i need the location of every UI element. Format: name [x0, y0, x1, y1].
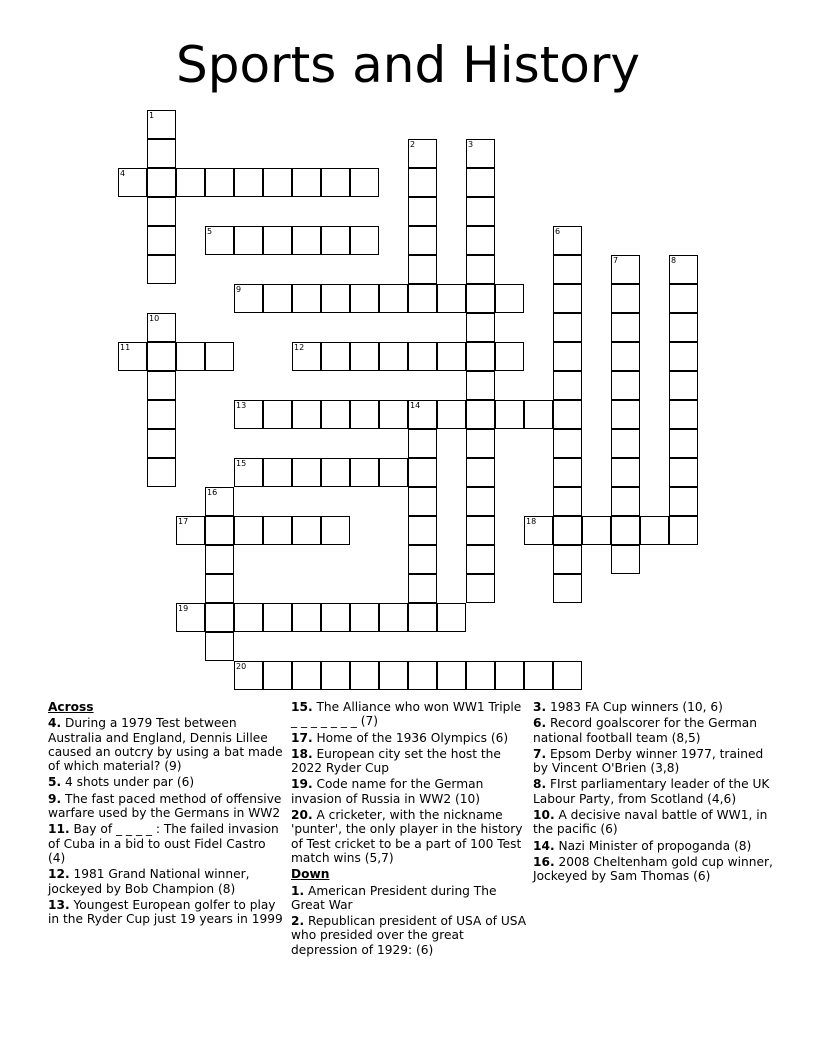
cell-number: 5: [207, 227, 213, 236]
clue-number: 5.: [48, 775, 62, 790]
cell-number: 7: [613, 256, 619, 265]
cell-number: 3: [468, 140, 474, 149]
grid-cell[interactable]: [408, 458, 437, 487]
clue-item: [291, 884, 527, 913]
cell-number: 20: [236, 662, 247, 671]
clue-text: Epsom Derby winner 1977, trained by Vincent O'Brien (3,8): [533, 746, 764, 776]
grid-cell[interactable]: [263, 284, 292, 313]
grid-cell[interactable]: [408, 139, 437, 168]
grid-cell[interactable]: [292, 400, 321, 429]
clue-number: 9.: [48, 791, 62, 806]
grid-cell[interactable]: [553, 574, 582, 603]
clue-item: [48, 822, 286, 865]
grid-cell[interactable]: [466, 139, 495, 168]
grid-cell[interactable]: [408, 342, 437, 371]
grid-cell[interactable]: [292, 342, 321, 371]
grid-cell[interactable]: [408, 226, 437, 255]
grid-cell[interactable]: [553, 342, 582, 371]
grid-cell[interactable]: [553, 371, 582, 400]
clue-text: 1983 FA Cup winners (10, 6): [546, 700, 723, 714]
grid-cell[interactable]: [234, 458, 263, 487]
grid-cell[interactable]: [669, 313, 698, 342]
grid-cell[interactable]: [495, 661, 524, 690]
clue-item: [48, 898, 286, 927]
grid-cell[interactable]: [350, 661, 379, 690]
grid-cell[interactable]: [669, 255, 698, 284]
clue-number: 1.: [291, 883, 305, 898]
grid-cell[interactable]: [466, 197, 495, 226]
grid-cell[interactable]: [611, 342, 640, 371]
clue-item: [533, 855, 773, 884]
grid-cell[interactable]: [495, 284, 524, 313]
grid-cell[interactable]: [408, 516, 437, 545]
clue-column-3: [533, 700, 773, 886]
grid-cell[interactable]: [466, 400, 495, 429]
grid-cell[interactable]: [350, 458, 379, 487]
grid-cell[interactable]: [466, 342, 495, 371]
grid-cell[interactable]: [292, 168, 321, 197]
cell-number: 11: [120, 343, 131, 352]
clue-text: A decisive naval battle of WW1, in the pacific (6): [533, 808, 768, 837]
cell-number: 15: [236, 459, 247, 468]
clue-item: [291, 808, 527, 865]
grid-cell[interactable]: [147, 197, 176, 226]
grid-cell[interactable]: [176, 342, 205, 371]
clue-number: 12.: [48, 867, 70, 882]
grid-cell[interactable]: [466, 371, 495, 400]
grid-cell[interactable]: [408, 197, 437, 226]
cell-number: 17: [178, 517, 189, 526]
grid-cell[interactable]: [669, 342, 698, 371]
clue-text: A cricketer, with the nickname 'punter', the only player in the history of Test cricket to be a part of 100 Test match wins (5,7): [291, 808, 523, 865]
grid-cell[interactable]: [292, 458, 321, 487]
clue-number: 17.: [291, 730, 313, 745]
grid-cell[interactable]: [466, 284, 495, 313]
grid-cell[interactable]: [553, 226, 582, 255]
grid-cell[interactable]: [553, 545, 582, 574]
clue-number: 7.: [533, 746, 547, 761]
grid-cell[interactable]: [437, 603, 466, 632]
grid-cell[interactable]: [669, 284, 698, 313]
clue-item: [48, 867, 286, 896]
grid-cell[interactable]: [234, 168, 263, 197]
grid-cell[interactable]: [553, 284, 582, 313]
cell-number: 16: [207, 488, 218, 497]
clue-item: [291, 747, 527, 776]
grid-cell[interactable]: [147, 458, 176, 487]
grid-cell[interactable]: [408, 661, 437, 690]
grid-cell[interactable]: [553, 516, 582, 545]
clue-number: 16.: [533, 854, 555, 869]
grid-cell[interactable]: [350, 400, 379, 429]
grid-cell[interactable]: [176, 168, 205, 197]
grid-cell[interactable]: [669, 458, 698, 487]
grid-cell[interactable]: [495, 400, 524, 429]
cell-number: 14: [410, 401, 421, 410]
grid-cell[interactable]: [321, 400, 350, 429]
grid-cell[interactable]: [205, 574, 234, 603]
clue-text: Bay of _ _ _ _ : The failed invasion of Cuba in a bid to oust Fidel Castro (4): [48, 822, 279, 865]
grid-cell[interactable]: [524, 516, 553, 545]
grid-cell[interactable]: [292, 226, 321, 255]
grid-cell[interactable]: [524, 400, 553, 429]
grid-cell[interactable]: [205, 516, 234, 545]
grid-cell[interactable]: [321, 226, 350, 255]
grid-cell[interactable]: [553, 661, 582, 690]
grid-cell[interactable]: [582, 516, 611, 545]
grid-cell[interactable]: [640, 516, 669, 545]
grid-cell[interactable]: [466, 545, 495, 574]
clue-item: [533, 777, 773, 806]
grid-cell[interactable]: [379, 458, 408, 487]
clue-text: The fast paced method of offensive warfare used by the Germans in WW2: [48, 791, 282, 821]
clue-item: [291, 777, 527, 806]
grid-cell[interactable]: [611, 284, 640, 313]
clue-text: Code name for the German invasion of Russia in WW2 (10): [291, 777, 484, 806]
clue-number: 4.: [48, 716, 62, 731]
clue-number: 2.: [291, 914, 305, 929]
clue-number: 14.: [533, 838, 555, 853]
grid-cell[interactable]: [350, 226, 379, 255]
clue-column-1: [48, 700, 286, 928]
grid-cell[interactable]: [263, 603, 292, 632]
grid-cell[interactable]: [611, 487, 640, 516]
grid-cell[interactable]: [466, 255, 495, 284]
clue-number: 10.: [533, 808, 555, 823]
clue-number: 13.: [48, 897, 70, 912]
grid-cell[interactable]: [553, 429, 582, 458]
grid-cell[interactable]: [234, 226, 263, 255]
grid-cell[interactable]: [147, 400, 176, 429]
grid-cell[interactable]: [466, 226, 495, 255]
grid-cell[interactable]: [553, 313, 582, 342]
grid-cell[interactable]: [350, 168, 379, 197]
grid-cell[interactable]: [263, 400, 292, 429]
grid-cell[interactable]: [147, 255, 176, 284]
grid-cell[interactable]: [263, 516, 292, 545]
grid-cell[interactable]: [553, 255, 582, 284]
cell-number: 9: [236, 285, 242, 294]
clue-item: [533, 700, 773, 714]
clue-text: Home of the 1936 Olympics (6): [312, 730, 509, 745]
clue-text: 1981 Grand National winner, jockeyed by Bob Champion (8): [48, 867, 250, 896]
grid-cell[interactable]: [321, 342, 350, 371]
grid-cell[interactable]: [350, 342, 379, 371]
grid-cell[interactable]: [147, 342, 176, 371]
grid-cell[interactable]: [321, 516, 350, 545]
grid-cell[interactable]: [495, 342, 524, 371]
grid-cell[interactable]: [466, 661, 495, 690]
clue-text: During a 1979 Test between Australia and England, Dennis Lillee caused an outcry by using a bat made of which material? (9): [48, 716, 283, 774]
grid-cell[interactable]: [379, 400, 408, 429]
grid-cell[interactable]: [234, 516, 263, 545]
clue-text: American President during The Great War: [291, 883, 497, 912]
clue-text: Nazi Minister of propoganda (8): [554, 838, 752, 853]
clue-column-2: [291, 700, 527, 959]
grid-cell[interactable]: [205, 632, 234, 661]
clue-item: [533, 839, 773, 853]
grid-cell[interactable]: [292, 284, 321, 313]
clue-item: [533, 808, 773, 837]
grid-cell[interactable]: [263, 458, 292, 487]
grid-cell[interactable]: [611, 516, 640, 545]
clue-item: [291, 914, 527, 957]
grid-cell[interactable]: [437, 284, 466, 313]
cell-number: 1: [149, 111, 155, 120]
grid-cell[interactable]: [553, 458, 582, 487]
clue-text: Record goalscorer for the German national football team (8,5): [533, 716, 757, 745]
clue-text: FIrst parliamentary leader of the UK Labour Party, from Scotland (4,6): [533, 777, 770, 806]
grid-cell[interactable]: [379, 661, 408, 690]
grid-cell[interactable]: [466, 313, 495, 342]
grid-cell[interactable]: [292, 516, 321, 545]
grid-cell[interactable]: [263, 168, 292, 197]
grid-cell[interactable]: [437, 400, 466, 429]
across-header: Across: [48, 700, 94, 714]
clue-text: 4 shots under par (6): [61, 775, 195, 790]
grid-cell[interactable]: [350, 603, 379, 632]
grid-cell[interactable]: [408, 429, 437, 458]
grid-cell[interactable]: [379, 603, 408, 632]
clue-text: European city set the host the 2022 Ryder Cup: [291, 746, 501, 776]
grid-cell[interactable]: [205, 603, 234, 632]
grid-cell[interactable]: [466, 168, 495, 197]
grid-cell[interactable]: [408, 284, 437, 313]
grid-cell[interactable]: [553, 487, 582, 516]
grid-cell[interactable]: [292, 661, 321, 690]
down-header: Down: [291, 867, 330, 882]
grid-cell[interactable]: [466, 487, 495, 516]
grid-cell[interactable]: [466, 574, 495, 603]
grid-cell[interactable]: [147, 429, 176, 458]
grid-cell[interactable]: [408, 400, 437, 429]
grid-cell[interactable]: [147, 110, 176, 139]
grid-cell[interactable]: [669, 371, 698, 400]
cell-number: 6: [555, 227, 561, 236]
grid-cell[interactable]: [379, 342, 408, 371]
puzzle-title: Sports and History: [175, 36, 640, 94]
clue-item: [291, 700, 527, 729]
grid-cell[interactable]: [234, 284, 263, 313]
grid-cell[interactable]: [466, 516, 495, 545]
grid-cell[interactable]: [466, 429, 495, 458]
grid-cell[interactable]: [234, 661, 263, 690]
cell-number: 4: [120, 169, 126, 178]
grid-cell[interactable]: [234, 603, 263, 632]
grid-cell[interactable]: [524, 661, 553, 690]
grid-cell[interactable]: [147, 139, 176, 168]
grid-cell[interactable]: [263, 661, 292, 690]
grid-cell[interactable]: [176, 603, 205, 632]
clue-text: Youngest European golfer to play in the Ryder Cup just 19 years in 1999: [48, 897, 283, 927]
clue-number: 19.: [291, 777, 313, 792]
clue-number: 20.: [291, 808, 313, 823]
grid-cell[interactable]: [611, 429, 640, 458]
grid-cell[interactable]: [147, 226, 176, 255]
grid-cell[interactable]: [321, 603, 350, 632]
cell-number: 8: [671, 256, 677, 265]
grid-cell[interactable]: [408, 255, 437, 284]
grid-cell[interactable]: [321, 168, 350, 197]
cell-number: 19: [178, 604, 189, 613]
grid-cell[interactable]: [234, 400, 263, 429]
grid-cell[interactable]: [669, 487, 698, 516]
clue-item: [533, 716, 773, 745]
cell-number: 18: [526, 517, 537, 526]
grid-cell[interactable]: [147, 168, 176, 197]
clue-item: [48, 775, 286, 789]
grid-cell[interactable]: [205, 168, 234, 197]
grid-cell[interactable]: [437, 342, 466, 371]
grid-cell[interactable]: [669, 429, 698, 458]
grid-cell[interactable]: [263, 226, 292, 255]
grid-cell[interactable]: [321, 458, 350, 487]
grid-cell[interactable]: [350, 284, 379, 313]
cell-number: 12: [294, 343, 305, 352]
grid-cell[interactable]: [669, 400, 698, 429]
grid-cell[interactable]: [379, 284, 408, 313]
grid-cell[interactable]: [408, 574, 437, 603]
grid-cell[interactable]: [176, 516, 205, 545]
grid-cell[interactable]: [466, 458, 495, 487]
grid-cell[interactable]: [611, 313, 640, 342]
grid-cell[interactable]: [408, 487, 437, 516]
clue-text: Republican president of USA of USA who presided over the great depression of 1929: (6): [291, 914, 527, 957]
clue-number: 6.: [533, 716, 547, 731]
clue-number: 8.: [533, 777, 547, 792]
grid-cell[interactable]: [408, 545, 437, 574]
clue-number: 18.: [291, 746, 313, 761]
clue-number: 11.: [48, 822, 70, 837]
grid-cell[interactable]: [118, 168, 147, 197]
grid-cell[interactable]: [292, 603, 321, 632]
cell-number: 10: [149, 314, 160, 323]
grid-cell[interactable]: [118, 342, 147, 371]
clue-number: 3.: [533, 700, 547, 714]
clue-text: 2008 Cheltenham gold cup winner, Jockeyed by Sam Thomas (6): [533, 854, 773, 884]
clue-item: [291, 731, 527, 745]
grid-cell[interactable]: [205, 342, 234, 371]
clue-text: The Alliance who won WW1 Triple _ _ _ _ _ _ _ (7): [291, 700, 522, 729]
grid-cell[interactable]: [205, 487, 234, 516]
grid-cell[interactable]: [408, 603, 437, 632]
clue-item: [533, 747, 773, 776]
grid-cell[interactable]: [321, 284, 350, 313]
clue-number: 15.: [291, 700, 313, 714]
clue-item: [48, 716, 286, 773]
grid-cell[interactable]: [205, 545, 234, 574]
grid-cell[interactable]: [669, 516, 698, 545]
grid-cell[interactable]: [611, 458, 640, 487]
grid-cell[interactable]: [205, 226, 234, 255]
grid-cell[interactable]: [611, 371, 640, 400]
grid-cell[interactable]: [611, 255, 640, 284]
grid-cell[interactable]: [147, 313, 176, 342]
cell-number: 13: [236, 401, 247, 410]
grid-cell[interactable]: [147, 371, 176, 400]
grid-cell[interactable]: [553, 400, 582, 429]
grid-cell[interactable]: [408, 168, 437, 197]
clue-item: [48, 792, 286, 821]
cell-number: 2: [410, 140, 416, 149]
grid-cell[interactable]: [611, 400, 640, 429]
grid-cell[interactable]: [611, 545, 640, 574]
grid-cell[interactable]: [437, 661, 466, 690]
grid-cell[interactable]: [321, 661, 350, 690]
